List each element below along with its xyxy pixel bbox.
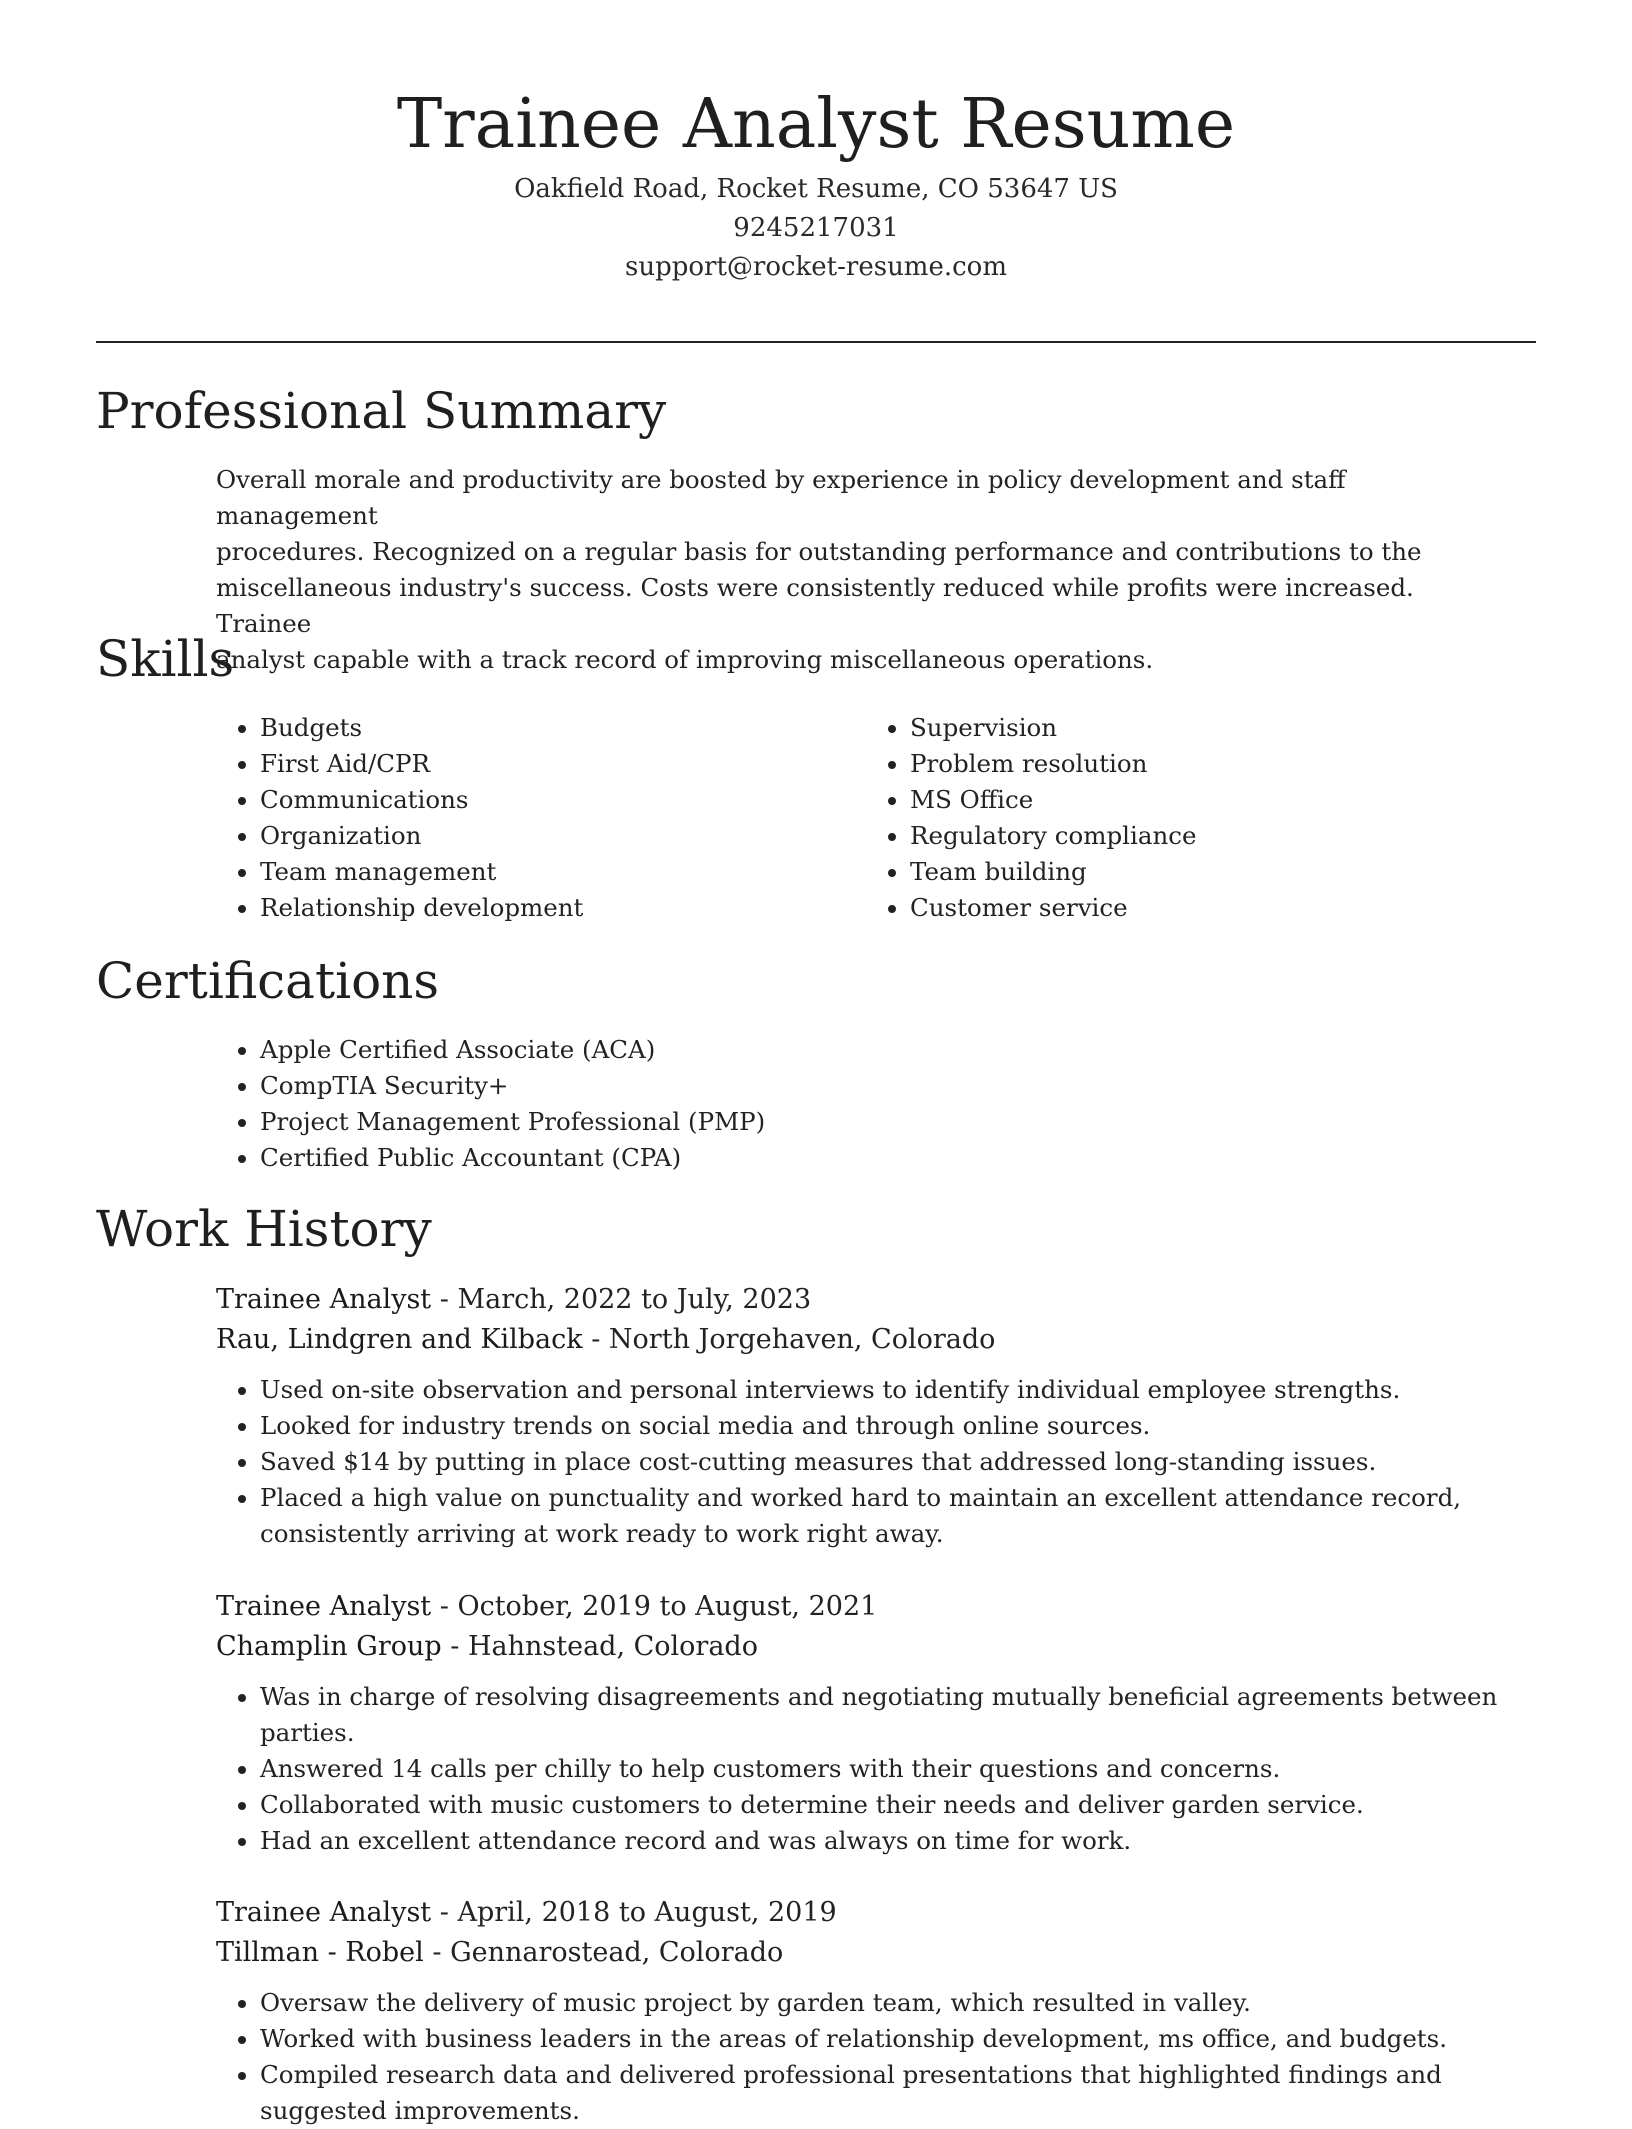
job-dates: - March, 2022 to July, 2023 <box>431 1284 812 1315</box>
job-title: Trainee Analyst <box>216 1897 432 1928</box>
job-bullet: • Had an excellent attendance record and was always on time for work. <box>260 1823 1536 1859</box>
email-text: support@rocket-resume.com <box>624 252 1007 282</box>
skill-item: • Problem resolution <box>910 746 1530 782</box>
certification-item: • Apple Certified Associate (ACA) <box>260 1032 1160 1068</box>
skills-list-right <box>866 710 1530 926</box>
skill-item: • Supervision <box>910 710 1530 746</box>
job-entry <box>216 1280 1536 1552</box>
skills-heading: Skills <box>96 630 235 688</box>
phone-text: 9245217031 <box>733 213 899 243</box>
summary-paragraph <box>216 462 1506 678</box>
job-bullets <box>216 1679 1536 1859</box>
skill-item: • Team building <box>910 854 1530 890</box>
certification-item: • CompTIA Security+ <box>260 1068 1160 1104</box>
summary-line: procedures. Recognized on a regular basis for outstanding performance and contributions to the <box>216 537 1422 566</box>
skill-item: • First Aid/CPR <box>260 746 880 782</box>
job-bullet: • Collaborated with music customers to determine their needs and deliver garden service. <box>260 1787 1536 1823</box>
skills-list-left <box>216 710 880 926</box>
work-history-heading: Work History <box>96 1200 432 1258</box>
resume-title: Trainee Analyst Resume <box>396 85 1236 164</box>
contact-block <box>0 170 1632 287</box>
job-title: Trainee Analyst <box>216 1284 432 1315</box>
job-company: Tillman - Robel <box>216 1937 424 1968</box>
skill-item: • Customer service <box>910 890 1530 926</box>
summary-heading: Professional Summary <box>96 382 667 440</box>
job-company: Rau, Lindgren and Kilback <box>216 1324 583 1355</box>
skill-item: • MS Office <box>910 782 1530 818</box>
job-bullets <box>216 1372 1536 1552</box>
summary-line: analyst capable with a track record of improving miscellaneous operations. <box>216 645 1154 674</box>
skill-item: • Regulatory compliance <box>910 818 1530 854</box>
job-dates: - April, 2018 to August, 2019 <box>431 1897 837 1928</box>
certification-item: • Project Management Professional (PMP) <box>260 1104 1160 1140</box>
job-bullets <box>216 1985 1536 2129</box>
job-bullet: • Was in charge of resolving disagreements and negotiating mutually beneficial agreements between parties. <box>260 1679 1536 1751</box>
job-location: - North Jorgehaven, Colorado <box>582 1324 996 1355</box>
job-title-line <box>216 1280 1536 1320</box>
job-title-line <box>216 1587 1536 1627</box>
summary-line: miscellaneous industry's success. Costs were consistently reduced while profits were increased. Trainee <box>216 573 1414 638</box>
job-bullet: • Answered 14 calls per chilly to help customers with their questions and concerns. <box>260 1751 1536 1787</box>
job-company: Champlin Group <box>216 1631 442 1662</box>
skill-item: • Team management <box>260 854 880 890</box>
job-bullet: • Worked with business leaders in the areas of relationship development, ms office, and budgets. <box>260 2021 1536 2057</box>
job-title-line <box>216 1893 1536 1933</box>
job-location: - Hahnstead, Colorado <box>441 1631 758 1662</box>
job-bullet: • Looked for industry trends on social media and through online sources. <box>260 1408 1536 1444</box>
job-entry <box>216 1893 1536 2129</box>
certifications-list <box>216 1032 1160 1176</box>
address-text: Oakfield Road, Rocket Resume, CO 53647 US <box>514 174 1118 204</box>
header-divider <box>96 341 1536 343</box>
job-company-line <box>216 1933 1536 1973</box>
job-bullet: • Oversaw the delivery of music project by garden team, which resulted in valley. <box>260 1985 1536 2021</box>
job-location: - Gennarostead, Colorado <box>423 1937 784 1968</box>
skill-item: • Communications <box>260 782 880 818</box>
job-bullet: • Compiled research data and delivered professional presentations that highlighted findings and suggested improvements. <box>260 2057 1536 2129</box>
job-company-line <box>216 1320 1536 1360</box>
skill-item: • Budgets <box>260 710 880 746</box>
certification-item: • Certified Public Accountant (CPA) <box>260 1140 1160 1176</box>
resume-header <box>0 80 1632 287</box>
job-dates: - October, 2019 to August, 2021 <box>431 1591 878 1622</box>
skill-item: • Relationship development <box>260 890 880 926</box>
skill-item: • Organization <box>260 818 880 854</box>
job-bullet: • Placed a high value on punctuality and worked hard to maintain an excellent attendance record, consistently arriving at work ready to work right away. <box>260 1480 1536 1552</box>
certifications-heading: Certifications <box>96 952 440 1010</box>
job-bullet: • Used on-site observation and personal interviews to identify individual employee strengths. <box>260 1372 1536 1408</box>
job-company-line <box>216 1627 1536 1667</box>
job-bullet: • Saved $14 by putting in place cost-cutting measures that addressed long-standing issues. <box>260 1444 1536 1480</box>
job-entry <box>216 1587 1536 1859</box>
job-title: Trainee Analyst <box>216 1591 432 1622</box>
summary-line: Overall morale and productivity are boosted by experience in policy development and staff management <box>216 465 1346 530</box>
